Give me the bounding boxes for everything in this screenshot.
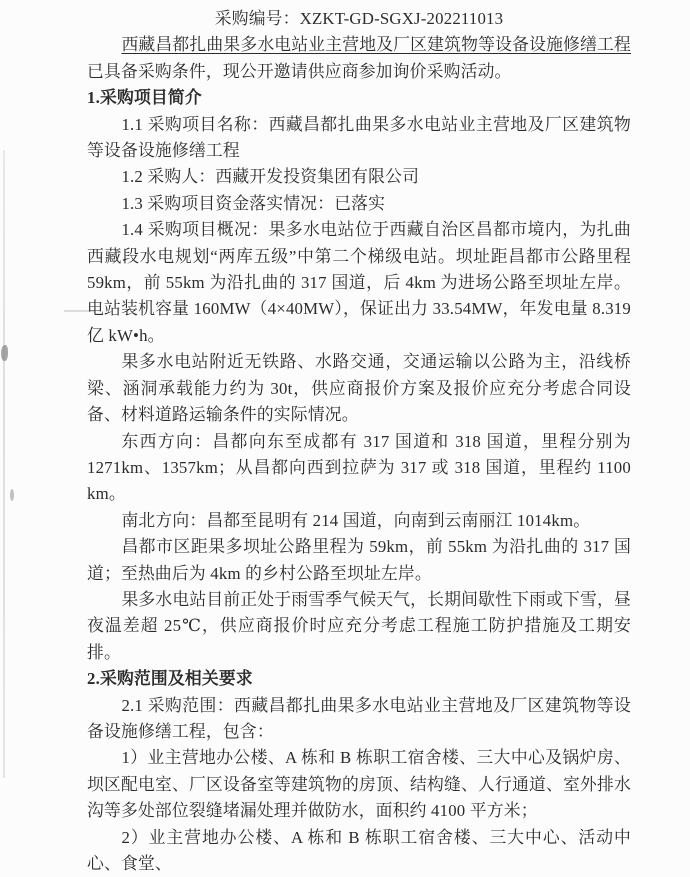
- intro-paragraph: [87, 32, 631, 85]
- paragraph-transport: 果多水电站附近无铁路、水路交通，交通运输以公路为主，沿线桥梁、涵洞承载能力约为 30t，供应商报价方案及报价应充分考虑合同设备、材料道路运输条件的实际情况。: [87, 352, 631, 425]
- paragraph-1-3: 1.3 采购项目资金落实情况：已落实: [121, 193, 386, 213]
- paragraph-weather: 果多水电站目前正处于雨雪季气候天气，长期间歇性下雨或下雪，昼夜温差超 25℃，供应商报价时应充分考虑工程施工防护措施及工期安排。: [87, 589, 631, 662]
- procurement-number-line: 采购编号：XZKT-GD-SGXJ-202211013: [214, 9, 504, 28]
- paragraph-2-1: 2.1 采购范围：西藏昌都扎曲果多水电站业主营地及厂区建筑物等设备设施修缮工程，包含：: [87, 695, 631, 741]
- section2-heading: 2.采购范围及相关要求: [87, 669, 253, 689]
- section1-heading: 1.采购项目简介: [87, 88, 202, 108]
- paragraph-road-distance: 昌都市区距果多坝址公路里程为 59km，前 55km 为沿扎曲的 317 国道；至热曲后为 4km 的乡村公路至坝址左岸。: [87, 537, 631, 583]
- project-title-underlined: 西藏昌都扎曲果多水电站业主营地及厂区建筑物等设备设施修缮工程: [121, 35, 631, 55]
- paragraph-1-4: 1.4 采购项目概况：果多水电站位于西藏自治区昌都市境内，为扎曲西藏段水电规划“两库五级”中第二个梯级电站。坝址距昌都市公路里程 59km，前 55km 为沿扎曲的 317 国道，后 4km 为进场公路至坝址左岸。电站装机容量 160MW（4×40MW），保证出力 33.54MW，年发电量 8.319 亿 kW•h。: [87, 220, 631, 345]
- paragraph-scope-item-1: 1）业主营地办公楼、A 栋和 B 栋职工宿舍楼、三大中心及锅炉房、坝区配电室、厂区设备室等建筑物的房顶、结构缝、人行通道、室外排水沟等多处部位裂缝堵漏处理并做防水，面积约 4100 平方米；: [87, 748, 631, 821]
- intro-paragraph-rest: 已具备采购条件，现公开邀请供应商参加询价采购活动。: [87, 61, 512, 81]
- paragraph-1-1: 1.1 采购项目名称：西藏昌都扎曲果多水电站业主营地及厂区建筑物等设备设施修缮工程: [87, 114, 631, 161]
- paragraph-east-west: 东西方向：昌都向东至成都有 317 国道和 318 国道，里程分别为 1271km、1357km；从昌都向西到拉萨为 317 或 318 国道，里程约 1100 km。: [87, 431, 631, 504]
- paragraph-north-south: 南北方向：昌都至昆明有 214 国道，向南到云南丽江 1014km。: [121, 510, 591, 530]
- paragraph-scope-item-2: 2）业主营地办公楼、A 栋和 B 栋职工宿舍楼、三大中心、活动中心、食堂、: [87, 827, 631, 873]
- paragraph-1-2: 1.2 采购人：西藏开发投资集团有限公司: [121, 167, 420, 187]
